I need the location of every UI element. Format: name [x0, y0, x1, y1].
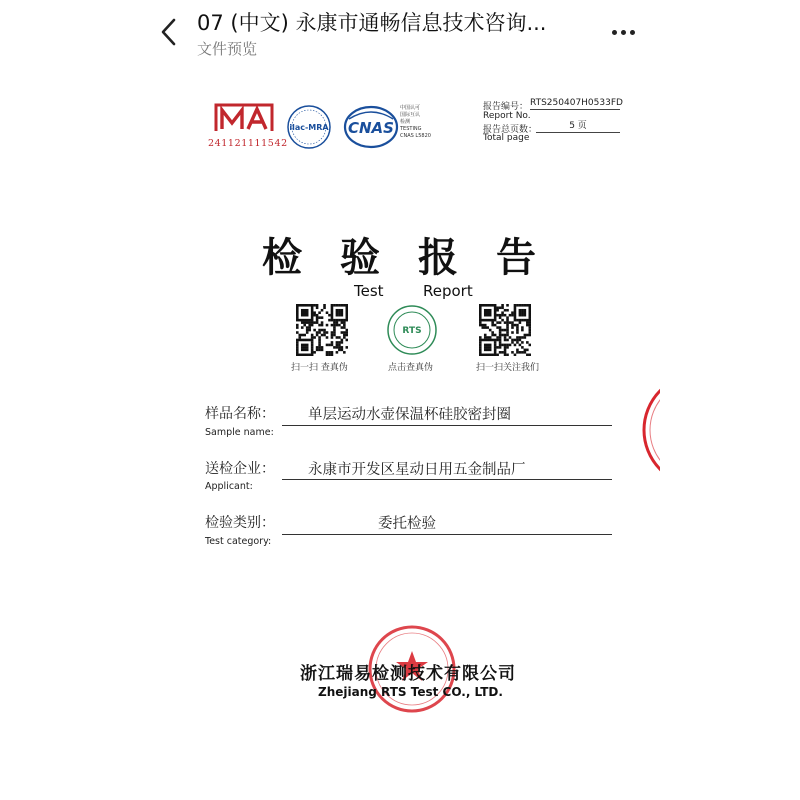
ilac-mra-logo — [286, 104, 332, 150]
test-category-underline — [282, 534, 612, 535]
report-title-en-test: Test — [354, 282, 384, 300]
report-no-label-en: Report No. — [483, 111, 531, 121]
report-title-en-report: Report — [423, 282, 473, 300]
ilac-text: ilac-MRA — [289, 123, 329, 132]
cnas-caption: 中国认可 国际互认 检测 TESTING CNAS L5820 — [400, 105, 431, 139]
report-no-value: RTS250407H0533FD — [530, 98, 623, 108]
total-page-value: 5 页 — [536, 121, 620, 133]
test-category-value: 委托检验 — [378, 516, 436, 532]
report-no-label-cn: 报告编号： — [483, 102, 529, 112]
chevron-left-icon — [155, 14, 185, 50]
follow-qr-code[interactable] — [479, 304, 531, 356]
applicant-value: 永康市开发区星动日用五金制品厂 — [308, 462, 526, 478]
applicant-label-en: Applicant: — [205, 481, 253, 492]
total-page-label-cn: 报告总页数： — [483, 125, 538, 135]
total-page-label-en: Total page — [483, 133, 530, 143]
qr-caption-verify: 扫一扫 查真伪 — [291, 363, 348, 373]
verify-qr-code[interactable] — [296, 304, 348, 356]
file-preview-label: 文件预览 — [197, 40, 258, 58]
back-button[interactable] — [155, 14, 185, 50]
file-title: 07 (中文) 永康市通畅信息技术咨询... — [197, 11, 547, 35]
rts-badge-qr[interactable] — [386, 304, 438, 356]
more-button[interactable] — [604, 18, 640, 46]
cnas-text: CNAS — [348, 119, 394, 137]
test-category-label-en: Test category: — [205, 536, 272, 547]
app-bar — [0, 0, 800, 68]
company-name-cn: 浙江瑞易检测技术有限公司 — [300, 664, 516, 684]
applicant-label: 送检企业： — [205, 461, 275, 477]
cnas-logo — [343, 105, 399, 149]
svg-text:RTS: RTS — [402, 326, 422, 336]
sample-name-value: 单层运动水壶保温杯硅胶密封圈 — [308, 407, 511, 423]
cma-code: 241121111542 — [208, 138, 288, 149]
cma-logo — [212, 101, 276, 135]
seal-edge-partial — [640, 382, 660, 478]
sample-name-label-en: Sample name: — [205, 427, 274, 438]
applicant-underline — [282, 479, 612, 480]
report-title: 检验报告 — [262, 234, 574, 281]
test-category-label: 检验类别： — [205, 515, 275, 531]
qr-caption-click-verify: 点击查真伪 — [388, 363, 434, 373]
sample-name-underline — [282, 425, 612, 426]
qr-caption-follow: 扫一扫关注我们 — [476, 363, 540, 373]
sample-name-label: 样品名称： — [205, 406, 275, 422]
company-name-en: Zhejiang RTS Test CO., LTD. — [318, 685, 503, 699]
